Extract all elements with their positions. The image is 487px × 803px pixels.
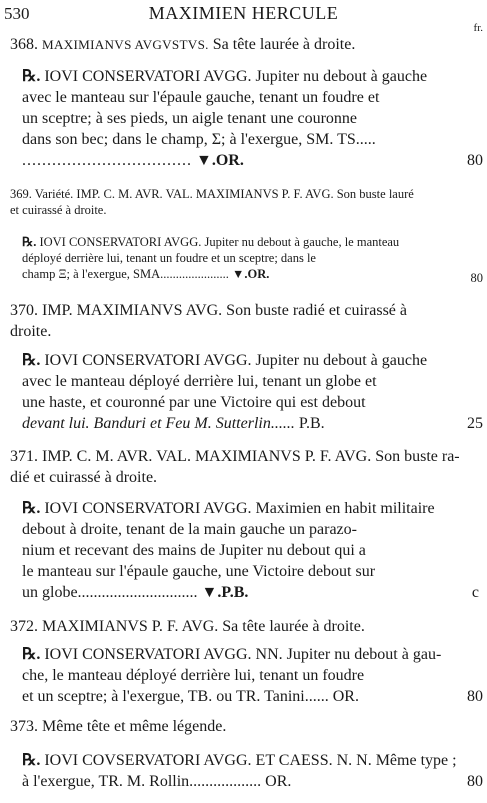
value: 80 — [470, 271, 483, 285]
reverse-line: debout à droite, tenant de la main gauche un parazo- — [22, 521, 357, 538]
obverse-text: MAXIMIANVS P. F. AVG. Sa tête laurée à droite. — [42, 618, 365, 635]
reverse-text: champ Ξ; à l'exergue, SMA...................... — [22, 267, 229, 281]
entry-371 — [10, 446, 480, 488]
entry-obverse — [10, 300, 480, 321]
variant-text-2: et cuirassé à droite. — [10, 203, 107, 217]
reverse-line: avec le manteau sur l'épaule gauche, tenant un foudre et — [22, 89, 380, 106]
reverse-line: une haste, et couronné par une Victoire qui est debout — [22, 394, 366, 411]
entry-368 — [10, 34, 480, 55]
reverse-text: IOVI CONSERVATORI AVGG. Jupiter nu debout à gauche, le manteau — [39, 235, 400, 249]
entry-obverse — [10, 716, 480, 737]
reverse-text: IOVI CONSERVATORI AVGG. Jupiter nu debout à gauche — [44, 68, 428, 85]
entry-372-reverse — [22, 644, 462, 707]
page-header — [0, 2, 487, 34]
metal: ▼.OR. — [196, 152, 244, 169]
metal: OR. — [265, 773, 292, 790]
reverse-mark: ℞. — [22, 235, 37, 249]
leader-dots: .................................. — [22, 152, 192, 169]
reverse-line — [22, 644, 462, 665]
reverse-text: devant lui. Banduri et Feu M. Sutterlin...... — [22, 415, 295, 432]
entry-obverse — [10, 616, 480, 637]
reverse-line — [22, 66, 462, 87]
entry-number: 369. — [10, 187, 32, 201]
entry-368-reverse — [22, 66, 462, 171]
reverse-line: nium et recevant des mains de Jupiter nu debout qui a — [22, 542, 366, 559]
reverse-line: le manteau sur l'épaule gauche, une Victoire debout sur — [22, 563, 376, 580]
reverse-text: et un sceptre; à l'exergue, TB. ou TR. Tanini...... — [22, 688, 329, 705]
entry-370 — [10, 300, 480, 342]
reverse-line — [22, 686, 462, 707]
obverse-text-2: dié et cuirassé à droite. — [10, 469, 158, 486]
entry-obverse — [10, 34, 480, 55]
obverse-text: Même tête et même légende. — [42, 718, 227, 735]
obverse-text-2: droite. — [10, 323, 52, 340]
reverse-line — [22, 150, 462, 171]
reverse-line — [22, 582, 462, 603]
value: 80 — [467, 152, 483, 169]
price-unit: fr. — [473, 22, 483, 34]
reverse-line: déployé derrière lui, tenant un foudre et un sceptre; dans le — [22, 251, 316, 265]
entry-371-reverse — [22, 498, 462, 603]
reverse-line — [22, 266, 462, 282]
entry-number: 371. — [10, 448, 38, 465]
reverse-line: avec le manteau déployé derrière lui, tenant un globe et — [22, 373, 377, 390]
entry-369 — [10, 186, 480, 218]
entry-number: 370. — [10, 302, 38, 319]
reverse-text: IOVI CONSERVATORI AVGG. NN. Jupiter nu debout à gau- — [44, 646, 442, 663]
reverse-line: dans son bec; dans le champ, Σ; à l'exergue, SM. TS..... — [22, 131, 376, 148]
obverse-legend: MAXIMIANVS AVGVSTVS. — [42, 37, 209, 52]
value: 80 — [467, 773, 483, 790]
reverse-line — [22, 413, 462, 434]
reverse-mark: ℞. — [22, 68, 41, 85]
obverse-description: Sa tête laurée à droite. — [212, 36, 356, 53]
entry-number: 372. — [10, 618, 38, 635]
reverse-line — [22, 234, 462, 250]
reverse-line: che, le manteau déployé derrière lui, tenant un foudre — [22, 667, 365, 684]
reverse-text: un globe.............................. — [22, 584, 198, 601]
variant-text: Variété. IMP. C. M. AVR. VAL. MAXIMIANVS P. F. AVG. Son buste lauré — [34, 187, 414, 201]
reverse-mark: ℞. — [22, 352, 41, 369]
reverse-line — [22, 771, 462, 792]
entry-370-reverse — [22, 350, 462, 434]
entry-373 — [10, 716, 480, 737]
reverse-mark: ℞. — [22, 500, 41, 517]
obverse-text: IMP. MAXIMIANVS AVG. Son buste radié et cuirassé à — [42, 302, 408, 319]
obverse-text: IMP. C. M. AVR. VAL. MAXIMIANVS P. F. AVG. Son buste ra- — [42, 448, 460, 465]
value: c — [471, 584, 479, 601]
reverse-text: IOVI CONSERVATORI AVGG. Maximien en habit militaire — [44, 500, 435, 517]
entry-number: 368. — [10, 36, 38, 53]
metal: P.B. — [298, 415, 325, 432]
entry-373-reverse — [22, 750, 462, 792]
metal: ▼.OR. — [232, 267, 270, 281]
entry-obverse — [10, 446, 480, 467]
entry-372 — [10, 616, 480, 637]
entry-obverse — [10, 186, 480, 202]
page-number: 530 — [4, 4, 30, 23]
reverse-text: IOVI COVSERVATORI AVGG. ET CAESS. N. N. Même type ; — [44, 752, 457, 769]
entry-369-reverse — [22, 234, 462, 282]
value: 25 — [467, 415, 483, 432]
page-title: MAXIMIEN HERCULE — [148, 3, 339, 23]
reverse-mark: ℞. — [22, 646, 41, 663]
value: 80 — [467, 688, 483, 705]
reverse-line — [22, 750, 462, 771]
reverse-mark: ℞. — [22, 752, 41, 769]
metal: ▼.P.B. — [201, 584, 249, 601]
entry-number: 373. — [10, 718, 38, 735]
reverse-text: à l'exergue, TR. M. Rollin.................. — [22, 773, 262, 790]
reverse-line — [22, 350, 462, 371]
reverse-line — [22, 498, 462, 519]
reverse-text: IOVI CONSERVATORI AVGG. Jupiter nu debout à gauche — [44, 352, 428, 369]
metal: OR. — [332, 688, 359, 705]
reverse-line: un sceptre; à ses pieds, un aigle tenant une couronne — [22, 110, 357, 127]
